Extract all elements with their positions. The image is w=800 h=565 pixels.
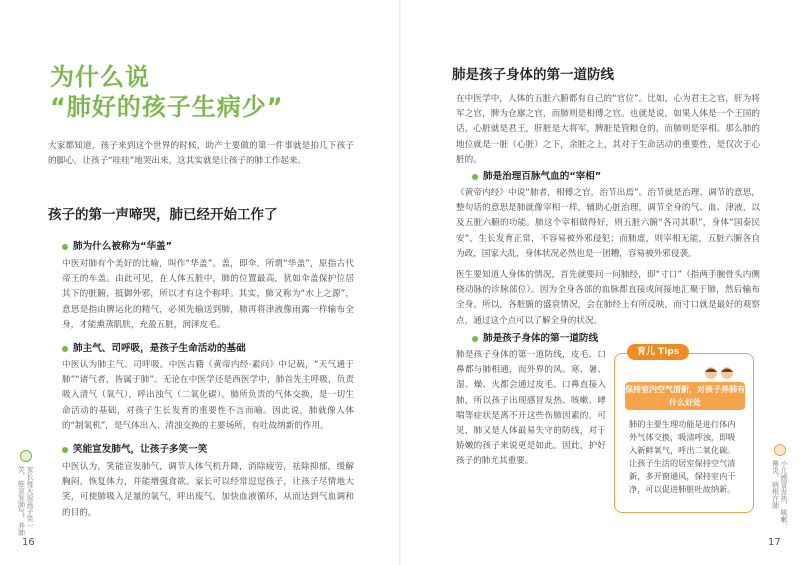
bullet-dot [472, 336, 478, 342]
bullet-dot [472, 174, 478, 180]
right-subheading-2: 肺是孩子身体的第一道防线 [472, 332, 672, 346]
right-section-2-text: 肺是孩子身体的第一道防线，皮毛、口鼻都与肺相通，而外界的风、寒、暑、湿、燥、火都会通过皮毛、口鼻直接入肺，所以孩子出现感冒发热、咳嗽、哮喘等症状是离不开这些伤肺因素的。可见，肺又是人体最易失守的防线，对于娇嫩的孩子来说更是如此。因此，护好孩子的肺尤其重要。 [456, 350, 606, 467]
child-illustration-icon [699, 364, 739, 382]
right-heading: 肺是孩子身体的第一道防线 [452, 67, 614, 83]
bullet-dot [62, 244, 68, 250]
left-heading: 孩子的第一声啼哭，肺已经开始工作了 [48, 207, 278, 223]
tips-label: 育儿 Tips [627, 344, 689, 360]
tips-text: 肺的主要生理功能是进行体内外气体交换，吸清呼浊，即吸入新鲜氧气，呼出二氧化碳。让孩子生活的居室保持空气清新，多开窗通风，保持室内干净，可以促进肺脏吐故纳新。 [629, 419, 736, 494]
left-section-1-text: 中医对肺有个美好的比喻，叫作“华盖”。盖，即伞，所谓“华盖”，原指古代帝王的车盖。由此可见，在人体五脏中，肺的位置最高，犹如伞盖保护位居其下的脏腑，抵御外邪，所以才有这个称呼。其实，肺又称为“水上之源”，意思是指由脾运化的精气，必须先输送到肺，肺再将津液像雨露一样输布全身，才能熏蒸肌肤，充盈五脏，润泽皮毛。 [62, 259, 354, 330]
page-title [50, 62, 284, 122]
right-section-1-text-2: 医生要知道人身体的情况，首先就要问一问肺经，即“寸口”（指两手腕骨头内侧桡动脉的诊脉部位）。因为全身各部的血脉都直接或间接地汇聚于肺，然后输布全身。所以，各脏腑的盛衰情况，会在肺经上有所反映，而寸口就是最好的观察点，通过这个点可以了解全身的状况。 [456, 270, 760, 326]
left-subheading-1: 肺为什么被称为“华盖” [62, 240, 352, 254]
left-section-2-text: 中医认为肺主气、司呼吸。中医古籍《黄帝内经·素问》中记载，“天气通于肺”“诸气者，皆属于肺”。无论在中医学还是西医学中，肺首先主呼吸，负责吸入清气（氧气），呼出浊气（二氧化碳）。肺所负责的气体交换，是一切生命活动的基础，对孩子生长发育的重要性不言而喻。因此说，肺就像人体的“制氧机”，是气体出入、清浊交换的主要场所，有吐故纳新的作用。 [62, 360, 354, 431]
right-section-1-text: 《黄帝内经》中说“肺者，相傅之官，治节出焉”。治节就是治理、调节的意思，整句话的意思是肺就像宰相一样，辅助心脏治理，调节全身的气、血、津液，以及五脏六腑的功能。肺这个宰相做得好，则五脏六腑“各司其职”，身体“国泰民安”，生长发育正常，不容易被外邪侵犯；而肺虚，则宰相无能，五脏六腑各自为政，国家大乱，身体状况必然也是一团糟，容易被外邪侵袭。 [456, 188, 760, 259]
page-number-right: 17 [768, 537, 781, 548]
title-line-2: “肺好的孩子生病少” [50, 93, 284, 121]
parenting-tips-box [614, 347, 754, 513]
left-side-note: 家长每天逗孩子笑一笑，能宣发肺气，养肺 [17, 466, 34, 536]
left-intro: 大家都知道，孩子来到这个世界的时候，助产士要做的第一件事就是拍几下孩子的脚心，让孩子“哇哇”地哭出来，这其实就是让孩子的肺工作起来。 [48, 141, 354, 167]
right-intro: 在中医学中，人体的五脏六腑都有自己的“官位”。比如，心为君主之官，肝为将军之官，脾为仓廪之官，而肺则是相傅之官。也就是说，如果人体是一个王国的话，心脏就是君王，肝脏是大将军，脾脏是管粮仓的，而肺则是宰相。那么肺的地位就是一脏（心脏）之下，余脏之上，其对于生命活动的重要性，是仅次于心脏的。 [456, 94, 760, 165]
bullet-dot [62, 346, 68, 352]
right-side-note: 小儿感冒发热、咳嗽、鼻炎，病根在肺 [771, 460, 788, 530]
right-subheading-1: 肺是治理百脉气血的“宰相” [472, 170, 762, 184]
tips-banner: 保持室内空气清新，对孩子养肺有什么好处 [625, 382, 745, 410]
left-section-3-text: 中医认为，笑能宣发肺气，调节人体气机升降，消除疲劳，祛除抑郁，缓解胸闷，恢复体力，并能增强食欲。家长可以经常逗逗孩子，让孩子尽情地大笑，可使肺吸入足量的氧气，呼出废气，加快血液循环，从而达到气血调和的目的。 [62, 462, 354, 518]
side-note-badge [20, 450, 32, 462]
left-subheading-2: 肺主气、司呼吸，是孩子生命活动的基础 [62, 342, 352, 356]
left-subheading-3: 笑能宣发肺气，让孩子多笑一笑 [62, 443, 352, 457]
page-number-left: 16 [22, 537, 35, 548]
bullet-dot [62, 447, 68, 453]
side-note-badge [774, 444, 786, 456]
title-line-1: 为什么说 [50, 63, 150, 91]
